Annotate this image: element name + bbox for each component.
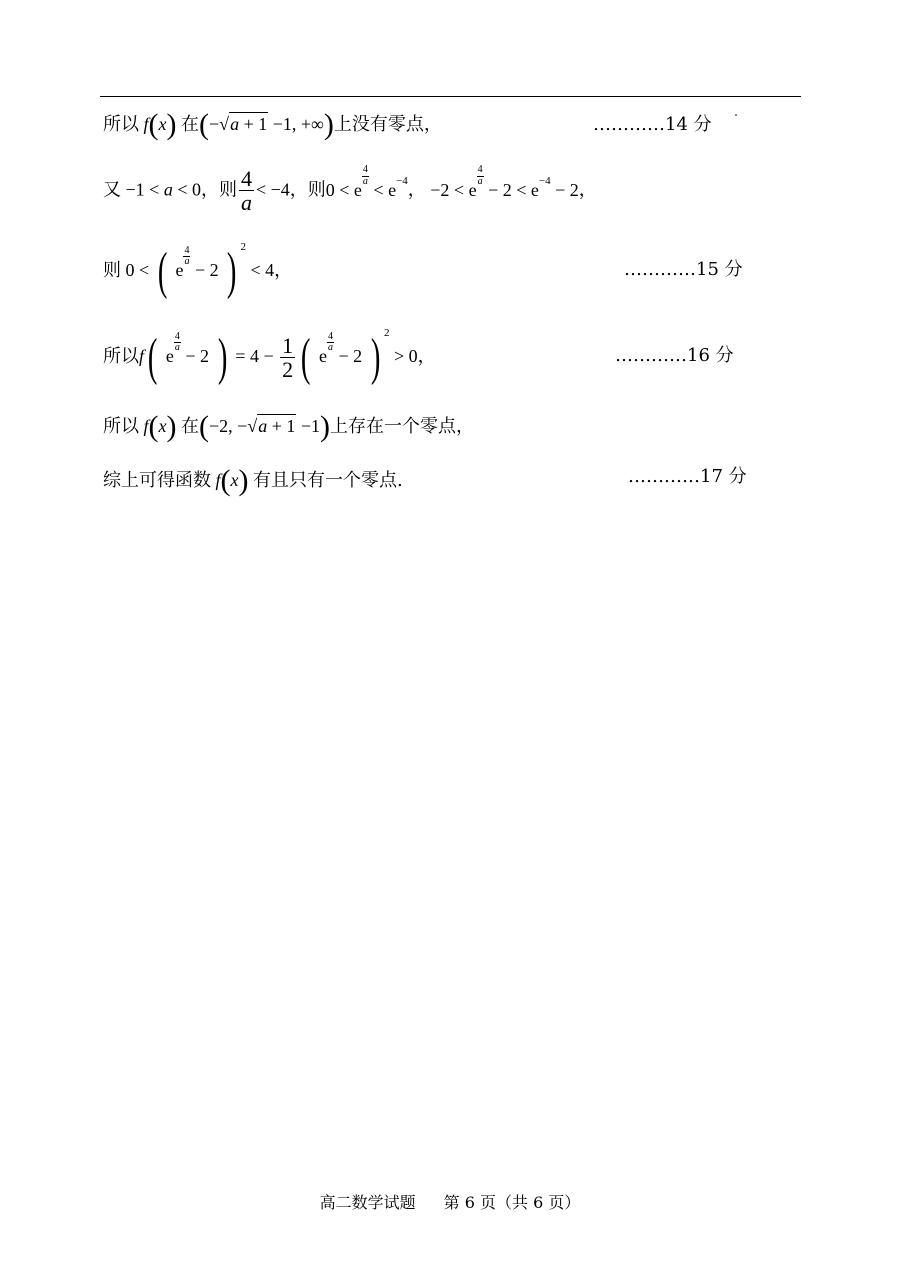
score-17: …………17 分 [628, 466, 747, 487]
score-16: …………16 分 [615, 345, 734, 366]
line-5-mid: 在 [181, 416, 200, 437]
line-1-suffix: 上没有零点， [333, 114, 442, 135]
ineq-d: −2 < e $\frac{4}{a}$ − $2 < e^{-4} - 2$ [425, 164, 579, 200]
func-fx: f(x) [143, 108, 177, 141]
score-15: …………15 分 [624, 259, 743, 280]
frac-den: a [240, 190, 252, 215]
score-14: …………14 分 [593, 114, 712, 135]
line-5-suffix: 上存在一个零点， [330, 416, 475, 437]
scan-speck [735, 114, 737, 116]
solution-line-5 [103, 412, 474, 442]
line-6-suffix: 有且只有一个零点. [253, 470, 403, 491]
header-rule [100, 96, 801, 97]
fraction-4-over-a [239, 167, 254, 214]
line-2-text-d: ， [407, 179, 426, 201]
ineq-c: 0 < e $\frac{4}{a}$ < $e^{-4}$ [325, 164, 408, 200]
footer-page-number: 第 6 页（共 6 页） [443, 1193, 581, 1212]
line-1-mid: 在 [181, 114, 200, 135]
frac-num: 4 [240, 165, 252, 191]
line-2-text-e: ， [578, 179, 597, 201]
solution-line-1 [103, 110, 442, 140]
interval-1: (−√a + 1 −1, +∞) [199, 108, 334, 141]
expr-3: 0 < ( e $\frac{4}{a}$ − 2 ) $^2$ < 4 [121, 241, 275, 300]
func-fx-3: f(x) [215, 464, 249, 497]
ineq-a: −1 < a < 0 [121, 179, 201, 200]
footer-subject: 高二数学试题 [319, 1193, 416, 1212]
expr-4: f( e $\frac{4}{a}$ − 2 ) = 4 − $\frac{1}{2}$ ( e $\frac{4}{a}$ − 2 ) $^2$ > 0 [139, 327, 418, 386]
line-3-prefix: 则 [103, 260, 121, 281]
line-2-text-c: ，则 [289, 179, 326, 201]
line-5-prefix: 所以 [103, 416, 139, 437]
func-fx-2: f(x) [143, 410, 177, 443]
line-2-text-b: ，则 [200, 179, 237, 201]
ineq-b: < −4 [255, 179, 290, 200]
solution-line-6 [103, 466, 403, 496]
solution-line-4 [103, 328, 436, 384]
interval-2: (−2, −√a + 1 −1) [199, 410, 331, 443]
line-6-prefix: 综上可得函数 [103, 470, 211, 491]
line-3-suffix: ， [274, 260, 293, 281]
line-4-prefix: 所以 [103, 346, 139, 367]
line-4-suffix: ， [417, 346, 436, 367]
solution-line-2 [103, 165, 597, 214]
line-2-text-a: 又 [103, 179, 121, 201]
solution-line-3 [103, 242, 292, 298]
line-1-prefix: 所以 [103, 114, 139, 135]
page-footer [0, 1190, 900, 1213]
